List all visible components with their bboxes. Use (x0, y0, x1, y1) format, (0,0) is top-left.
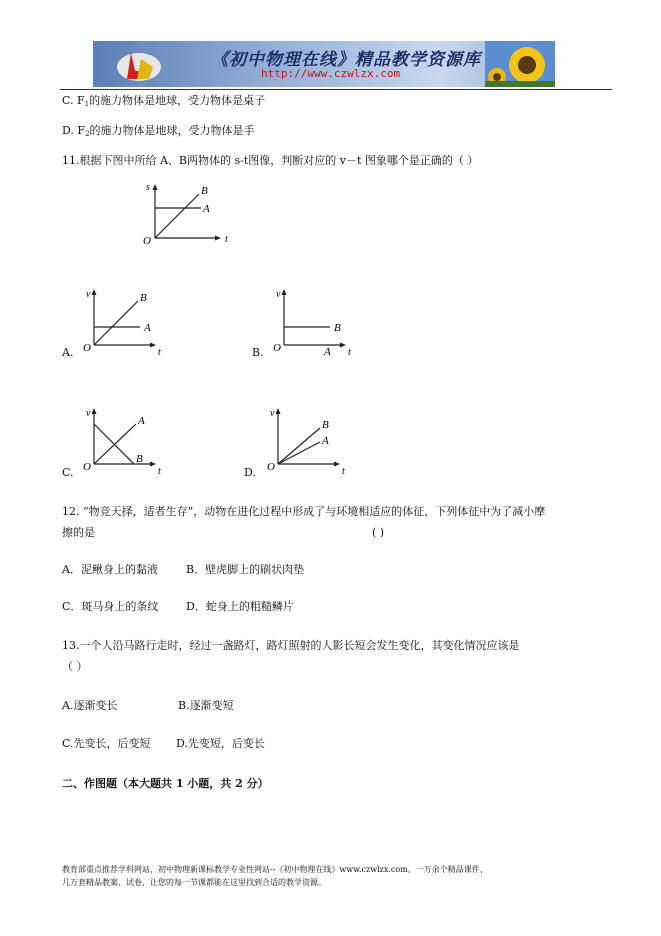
line-label: A (203, 203, 210, 215)
q13-option-a: A.逐渐变长 (62, 699, 118, 712)
q11-option-d-graph[interactable] (262, 404, 372, 479)
q12-stem-line1: 12. “物竞天择，适者生存”，动物在进化过程中形成了与环境相适应的体征，下列体征中为了减小摩 (62, 505, 546, 518)
line-label: B (140, 292, 147, 304)
axis-label: s (146, 182, 150, 193)
q13-stem: 13.一个人沿马路行走时，经过一盏路灯，路灯照射的人影长短会发生变化，其变化情况应该是 (62, 639, 520, 652)
line-label: B (201, 185, 208, 197)
banner-url: http://www.czwlzx.com (261, 67, 401, 80)
axis-label: t (225, 234, 228, 245)
q13-answer-paren: （ ） (62, 660, 88, 673)
header-banner (93, 41, 555, 87)
axis-label: v (276, 289, 281, 300)
sunflower-image (485, 41, 555, 87)
line-label: A (322, 435, 329, 447)
line-label: B (136, 453, 143, 465)
section-heading: 二、作图题（本大题共 1 小题，共 2 分） (62, 777, 269, 790)
q11-option-a-label: A. (62, 346, 74, 359)
line-label: B (334, 322, 341, 334)
axis-label: t (158, 466, 161, 477)
line-label: A (138, 415, 145, 427)
footer-line2: 几万套精品教案、试卷，让您的每一节课都能在这里找到合适的教学资源。 (62, 878, 326, 887)
q11-option-c-graph[interactable] (78, 404, 188, 479)
axis-label: t (348, 347, 351, 358)
q12-option-a: A．泥鳅身上的黏液 (62, 563, 158, 576)
origin-label: O (143, 235, 151, 247)
q12-stem-line2: 擦的是 (62, 526, 95, 539)
q11-reference-graph (135, 180, 265, 250)
q12-option-c: C．斑马身上的条纹 (62, 600, 159, 613)
origin-label: O (267, 461, 275, 473)
q11-stem: 11.根据下图中所给 A、B两物体的 s-t图像，判断对应的 v－t 图象哪个是正确的（ ） (62, 154, 479, 167)
q10-option-c: C. $F_1$的施力物体是地球，受力物体是桌子 (62, 94, 266, 108)
q11-option-b-graph[interactable] (268, 285, 378, 360)
logo-icon (115, 45, 165, 85)
axis-label: t (342, 466, 345, 477)
origin-label: O (83, 461, 91, 473)
q11-option-a-graph[interactable] (78, 285, 188, 360)
footer-line1: 教育部重点推荐学科网站，初中物理新课标教学专业性网站--《初中物理在线》www.czwlzx.com。一万余个精品课件、 (62, 865, 488, 874)
q13-option-b: B.逐渐变短 (178, 699, 234, 712)
q10-option-d: D. $F_2$的施力物体是地球，受力物体是手 (62, 124, 255, 138)
header-rule (60, 89, 612, 90)
origin-label: O (83, 342, 91, 354)
q13-option-c: C.先变长，后变短 (62, 737, 151, 750)
banner-title: 《初中物理在线》精品教学资源库 (211, 50, 481, 70)
axis-label: t (158, 347, 161, 358)
origin-label: O (273, 342, 281, 354)
axis-label: v (270, 408, 275, 419)
line-label: A (324, 346, 331, 358)
q12-answer-paren: ( ) (372, 526, 385, 539)
line-label: A (144, 322, 151, 334)
q11-option-d-label: D. (244, 466, 256, 479)
q11-option-b-label: B. (252, 346, 264, 359)
q12-option-b: B．壁虎脚上的刷状肉垫 (186, 563, 305, 576)
line-label: B (322, 419, 329, 431)
q13-option-d: D.先变短，后变长 (176, 737, 265, 750)
axis-label: v (86, 408, 91, 419)
axis-label: v (86, 289, 91, 300)
q12-option-d: D．蛇身上的粗糙鳞片 (186, 600, 294, 613)
q11-option-c-label: C. (62, 466, 74, 479)
